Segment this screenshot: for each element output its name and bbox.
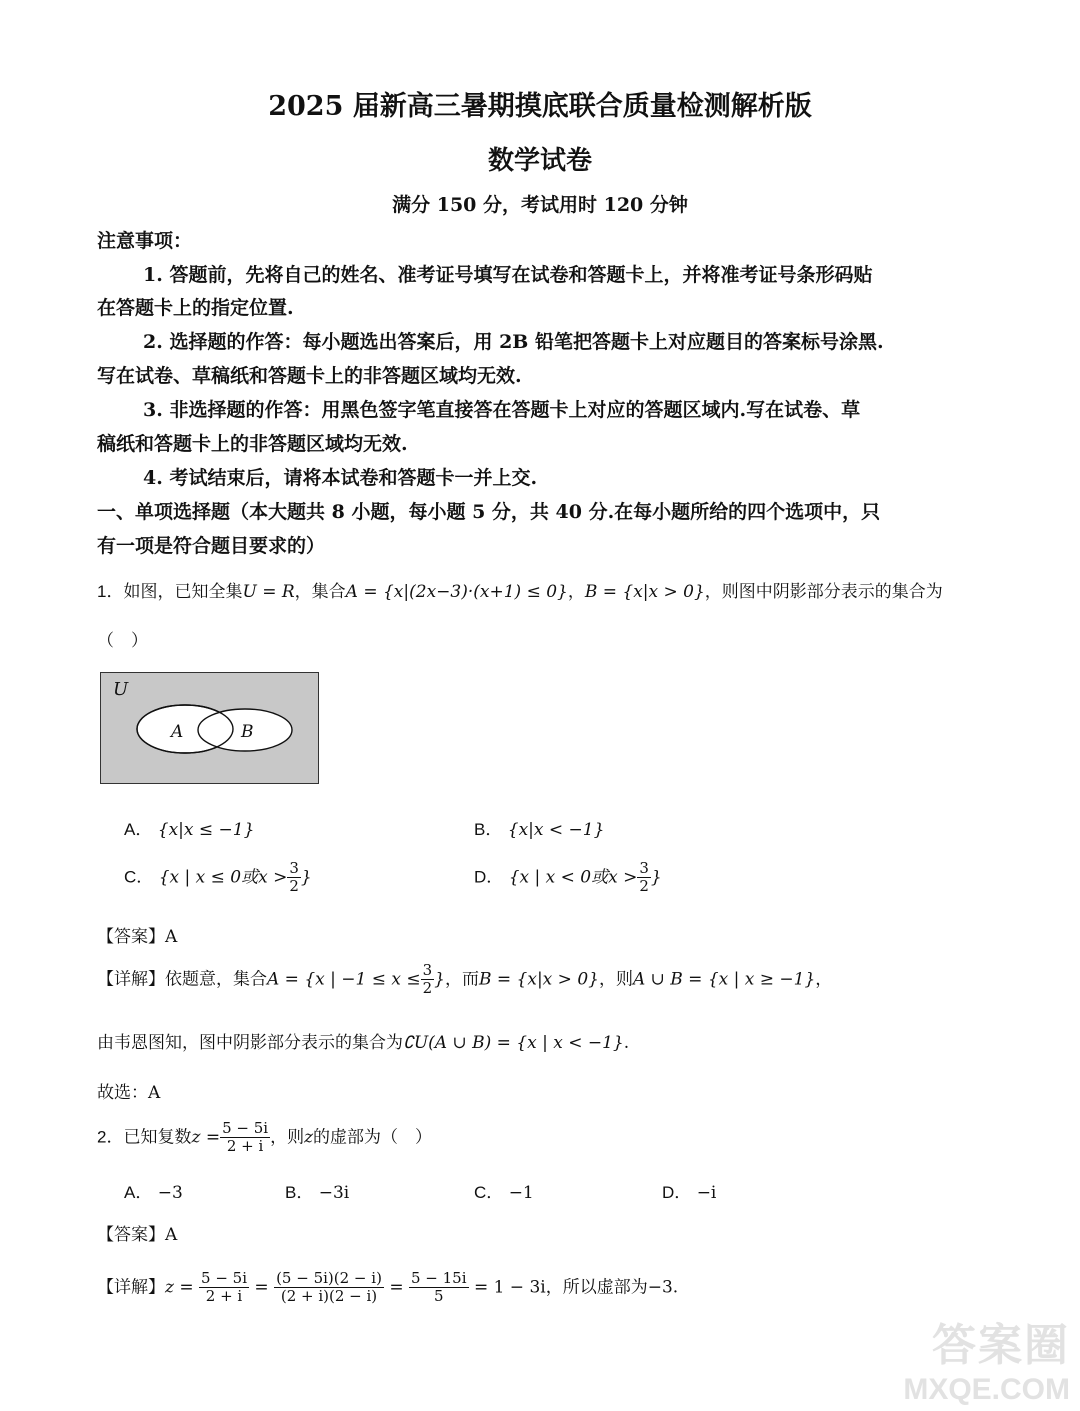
option-c-label: C． xyxy=(124,867,154,887)
watermark-line-2: MXQE.COM xyxy=(903,1373,1070,1406)
q2-detail-frac-2 xyxy=(274,1270,384,1306)
q2-option-a-value: −3 xyxy=(157,1183,183,1203)
option-c-post: } xyxy=(300,867,312,888)
q2-text-c: 的虚部为（ ） xyxy=(313,1127,433,1148)
notice-item-3-line-1: 3. 非选择题的作答：用黑色签字笔直接答在答题卡上对应的答题区域内.写在试卷、草 xyxy=(143,399,861,421)
detail-union: A ∪ B = {x | x ≥ −1} xyxy=(632,969,816,990)
detail-text-a: 依题意，集合 xyxy=(165,969,267,990)
q1-text-a: 如图，已知全集 xyxy=(123,582,243,602)
q1-set-u: U = R xyxy=(242,582,295,602)
option-d-post: } xyxy=(650,867,662,888)
detail-set-a-pre: A = {x | −1 ≤ x ≤ xyxy=(267,969,421,990)
q2-f2-num: (5 − 5i)(2 − i) xyxy=(276,1269,382,1287)
q1-set-b: B = {x|x > 0} xyxy=(584,582,705,602)
q1-detail-line-2 xyxy=(97,1028,629,1053)
q2-text-a: 已知复数 xyxy=(123,1127,192,1148)
detail2-text: 由韦恩图知，图中阴影部分表示的集合为 xyxy=(97,1033,403,1053)
option-d-fraction xyxy=(637,860,651,896)
q2-z-eq: z = xyxy=(191,1127,221,1148)
notice-item-2-line-1: 2. 选择题的作答：每小题选出答案后，用 2B 铅笔把答题卡上对应题目的答案标号涂黑. xyxy=(143,331,884,353)
q2-option-d xyxy=(662,1178,716,1203)
q2-option-d-value: −i xyxy=(696,1183,717,1203)
detail-text-d: ， xyxy=(815,969,833,990)
option-d-label: D． xyxy=(474,867,504,887)
option-b-value: {x|x < −1} xyxy=(507,820,605,840)
q2-tail: ，所以虚部为−3. xyxy=(545,1277,679,1298)
detail2-end: . xyxy=(623,1033,630,1053)
section-1-heading-line-2: 有一项是符合题目要求的） xyxy=(97,535,326,557)
detail-text-b: ，而 xyxy=(445,969,479,990)
q2-option-c-value: −1 xyxy=(508,1183,534,1203)
q2-eq-2: = xyxy=(389,1277,404,1298)
q2-option-b-label: B． xyxy=(285,1183,314,1202)
q1-option-a xyxy=(124,815,254,840)
detail-den: 2 xyxy=(422,979,433,998)
q2-eq-1: = xyxy=(254,1277,269,1298)
venn-label-a: A xyxy=(171,722,184,742)
q2-f1-num: 5 − 5i xyxy=(201,1269,248,1287)
score-line: 满分 150 分，考试用时 120 分钟 xyxy=(392,194,688,216)
option-c-den: 2 xyxy=(289,877,299,896)
q1-detail xyxy=(97,962,832,998)
q1-text-b: ，集合 xyxy=(294,582,346,602)
q1-answer: 【答案】A xyxy=(97,927,178,947)
section-1-heading-line-1: 一、单项选择题（本大题共 8 小题，每小题 5 分，共 40 分.在每小题所给的四个选项中，只 xyxy=(97,501,881,523)
detail-num: 3 xyxy=(422,961,433,979)
q2-option-a-label: A． xyxy=(124,1183,153,1202)
option-d-num: 3 xyxy=(639,859,649,877)
page-title: 2025 届新高三暑期摸底联合质量检测解析版 xyxy=(268,91,812,122)
q2-f3-den: 5 xyxy=(433,1287,444,1306)
q2-option-c-label: C． xyxy=(474,1183,504,1202)
detail-label: 【详解】 xyxy=(97,969,165,990)
watermark-line-1: 答案圈 xyxy=(932,1321,1070,1370)
q2-option-b-value: −3i xyxy=(318,1183,350,1203)
option-c-num: 3 xyxy=(289,859,299,877)
venn-diagram xyxy=(100,672,319,784)
q2-z: z xyxy=(304,1127,314,1148)
q2-result: = 1 − 3i xyxy=(473,1277,546,1298)
q1-number: 1． xyxy=(97,582,124,601)
notice-item-3-line-2: 稿纸和答题卡上的非答题区域均无效. xyxy=(97,433,408,455)
q2-den: 2 + i xyxy=(226,1137,264,1156)
notice-item-1-line-1: 1. 答题前，先将自己的姓名、准考证号填写在试卷和答题卡上，并将准考证号条形码贴 xyxy=(143,264,873,286)
q2-f1-den: 2 + i xyxy=(205,1287,243,1306)
detail-set-a-post: } xyxy=(434,969,445,990)
notice-item-4: 4. 考试结束后，请将本试卷和答题卡一并上交. xyxy=(143,467,538,489)
q2-detail-label: 【详解】 xyxy=(97,1277,165,1298)
notice-heading: 注意事项： xyxy=(97,230,193,252)
detail-set-b: B = {x|x > 0} xyxy=(479,969,599,990)
q1-stem xyxy=(97,577,943,602)
q1-option-b xyxy=(474,815,604,840)
q1-answer-paren: （ ） xyxy=(97,631,148,651)
q2-number: 2． xyxy=(97,1127,124,1147)
q2-detail-frac-1 xyxy=(199,1270,249,1306)
q2-text-b: ，则 xyxy=(270,1127,305,1148)
option-d-den: 2 xyxy=(639,877,649,896)
q2-option-d-label: D． xyxy=(662,1183,692,1202)
option-a-label: A． xyxy=(124,820,153,839)
q2-option-c xyxy=(474,1178,534,1203)
q2-detail-frac-3 xyxy=(409,1270,469,1306)
notice-item-1-line-2: 在答题卡上的指定位置. xyxy=(97,297,294,319)
q1-sep: ， xyxy=(567,582,585,602)
detail-text-c: ，则 xyxy=(598,969,633,990)
page-subtitle: 数学试卷 xyxy=(487,146,592,176)
q1-text-c: ，则图中阴影部分表示的集合为 xyxy=(704,582,943,602)
q2-stem xyxy=(97,1120,432,1156)
q2-detail xyxy=(97,1270,678,1306)
q1-option-c xyxy=(124,860,312,896)
venn-label-u: U xyxy=(113,679,129,700)
q2-option-a xyxy=(124,1178,183,1203)
option-c-pre: {x | x ≤ 0或x > xyxy=(158,867,288,888)
q1-set-a: A = {x|(2x−3)·(x+1) ≤ 0} xyxy=(345,582,568,602)
q2-detail-z: z = xyxy=(165,1277,194,1298)
q1-choose: 故选：A xyxy=(97,1083,161,1103)
option-b-label: B． xyxy=(474,820,503,839)
option-a-value: {x|x ≤ −1} xyxy=(157,820,255,840)
detail2-expr: ∁U(A ∪ B) = {x | x < −1} xyxy=(403,1033,624,1053)
q2-f3-num: 5 − 15i xyxy=(410,1269,467,1287)
q2-answer: 【答案】A xyxy=(97,1225,178,1245)
venn-label-b: B xyxy=(241,722,254,742)
q2-f2-den: (2 + i)(2 − i) xyxy=(280,1287,378,1306)
q2-num: 5 − 5i xyxy=(222,1119,269,1137)
q2-option-b xyxy=(285,1178,349,1203)
q2-fraction xyxy=(220,1120,270,1156)
notice-item-2-line-2: 写在试卷、草稿纸和答题卡上的非答题区域均无效. xyxy=(97,365,522,387)
q1-option-d xyxy=(474,860,662,896)
watermark xyxy=(903,1309,1070,1407)
option-c-fraction xyxy=(287,860,301,896)
detail-fraction xyxy=(421,962,435,998)
option-d-pre: {x | x < 0或x > xyxy=(508,867,638,888)
